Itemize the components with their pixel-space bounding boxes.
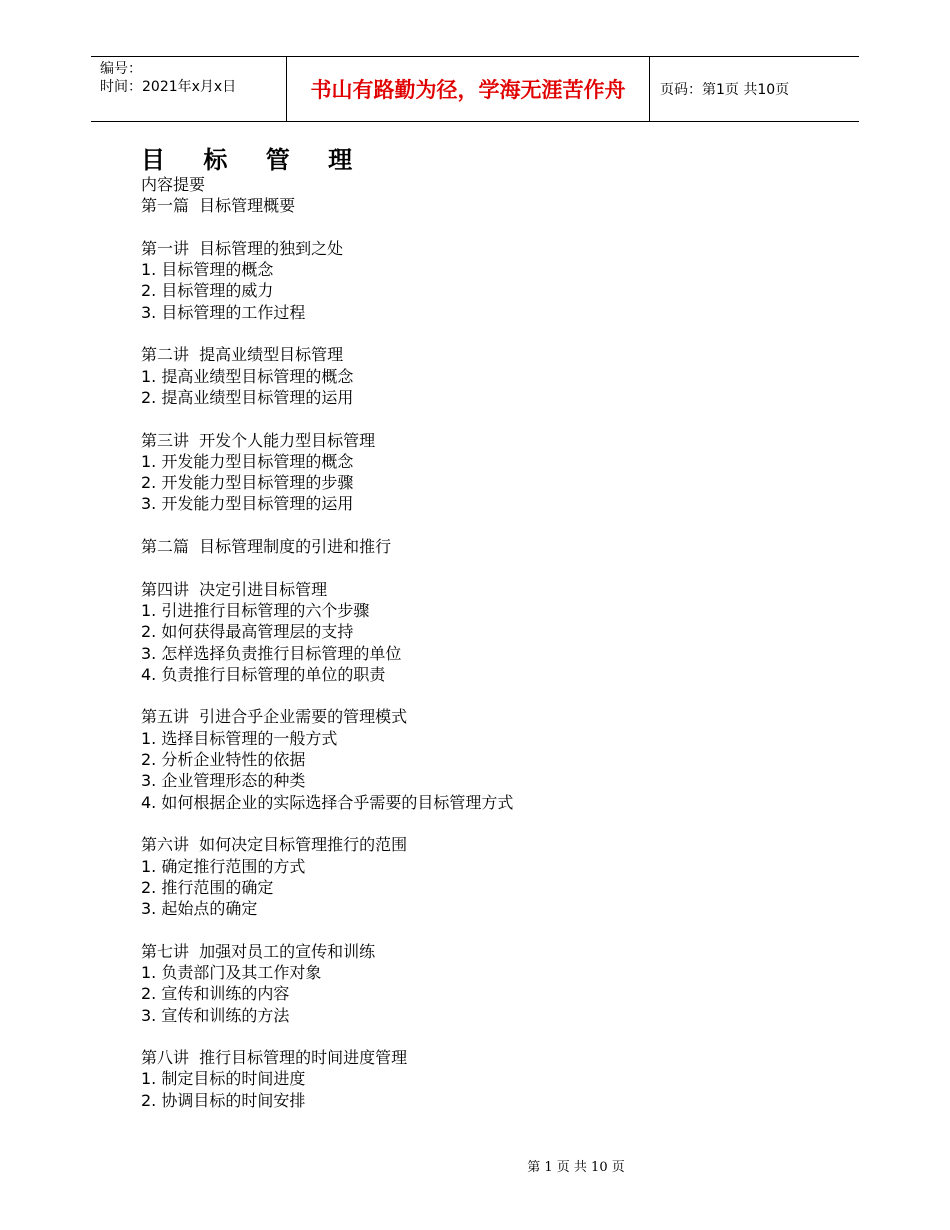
blank-line bbox=[141, 1026, 841, 1047]
header-meta-cell bbox=[91, 57, 287, 121]
blank-line bbox=[141, 685, 841, 706]
time-label: 时间：2021年x月x日 bbox=[100, 79, 237, 95]
outline-line: 第七讲 加强对员工的宣传和训练 bbox=[141, 941, 376, 961]
number-label: 编号： bbox=[100, 61, 142, 77]
outline-line: 1. 提高业绩型目标管理的概念 bbox=[141, 366, 354, 386]
outline-line: 2. 宣传和训练的内容 bbox=[141, 984, 290, 1004]
blank-line bbox=[141, 919, 841, 940]
outline-line: 第八讲 推行目标管理的时间进度管理 bbox=[141, 1048, 408, 1068]
blank-line bbox=[141, 217, 841, 238]
outline-line: 2. 如何获得最高管理层的支持 bbox=[141, 622, 354, 642]
blank-line bbox=[141, 557, 841, 578]
outline-line: 3. 起始点的确定 bbox=[141, 899, 258, 919]
outline-line: 1. 负责部门及其工作对象 bbox=[141, 962, 322, 982]
blank-line bbox=[141, 323, 841, 344]
outline-line: 2. 分析企业特性的依据 bbox=[141, 750, 306, 770]
outline-line: 内容提要 bbox=[141, 175, 206, 194]
outline-line: 第六讲 如何决定目标管理推行的范围 bbox=[141, 835, 408, 855]
outline-line: 第一篇 目标管理概要 bbox=[141, 196, 296, 216]
blank-line bbox=[141, 813, 841, 834]
outline-line: 3. 企业管理形态的种类 bbox=[141, 771, 306, 791]
outline-line: 第一讲 目标管理的独到之处 bbox=[141, 238, 344, 258]
outline-line: 1. 制定目标的时间进度 bbox=[141, 1069, 306, 1089]
outline-line: 3. 宣传和训练的方法 bbox=[141, 1005, 290, 1025]
outline-line: 第四讲 决定引进目标管理 bbox=[141, 579, 328, 599]
outline-line: 1. 开发能力型目标管理的概念 bbox=[141, 451, 354, 471]
blank-line bbox=[141, 408, 841, 429]
outline-line: 2. 提高业绩型目标管理的运用 bbox=[141, 387, 354, 407]
outline-line: 3. 开发能力型目标管理的运用 bbox=[141, 494, 354, 514]
outline-line: 4. 负责推行目标管理的单位的职责 bbox=[141, 664, 386, 684]
footer-page-number: 第 1 页 共 10 页 bbox=[527, 1160, 625, 1175]
outline-line: 3. 目标管理的工作过程 bbox=[141, 302, 306, 322]
outline-line: 1. 目标管理的概念 bbox=[141, 260, 274, 280]
outline-line: 2. 协调目标的时间安排 bbox=[141, 1090, 306, 1110]
outline-line: 3. 怎样选择负责推行目标管理的单位 bbox=[141, 643, 402, 663]
outline-list bbox=[141, 174, 841, 1111]
outline-line: 第五讲 引进合乎企业需要的管理模式 bbox=[141, 707, 408, 727]
page-header bbox=[91, 56, 859, 122]
document-body bbox=[141, 146, 841, 1111]
page-footer bbox=[0, 1156, 950, 1175]
outline-line: 1. 确定推行范围的方式 bbox=[141, 856, 306, 876]
outline-line: 第二篇 目标管理制度的引进和推行 bbox=[141, 537, 392, 557]
header-page-info: 页码：第1页 共10页 bbox=[660, 82, 790, 98]
outline-line: 4. 如何根据企业的实际选择合乎需要的目标管理方式 bbox=[141, 792, 514, 812]
outline-line: 1. 选择目标管理的一般方式 bbox=[141, 728, 338, 748]
outline-line: 2. 目标管理的威力 bbox=[141, 281, 274, 301]
outline-line: 第三讲 开发个人能力型目标管理 bbox=[141, 430, 376, 450]
outline-line: 2. 开发能力型目标管理的步骤 bbox=[141, 473, 354, 493]
document-title: 目 标 管 理 bbox=[141, 146, 368, 174]
header-motto: 书山有路勤为径，学海无涯苦作舟 bbox=[287, 57, 650, 121]
outline-line: 第二讲 提高业绩型目标管理 bbox=[141, 345, 344, 365]
outline-line: 2. 推行范围的确定 bbox=[141, 877, 274, 897]
blank-line bbox=[141, 515, 841, 536]
outline-line: 1. 引进推行目标管理的六个步骤 bbox=[141, 600, 370, 620]
